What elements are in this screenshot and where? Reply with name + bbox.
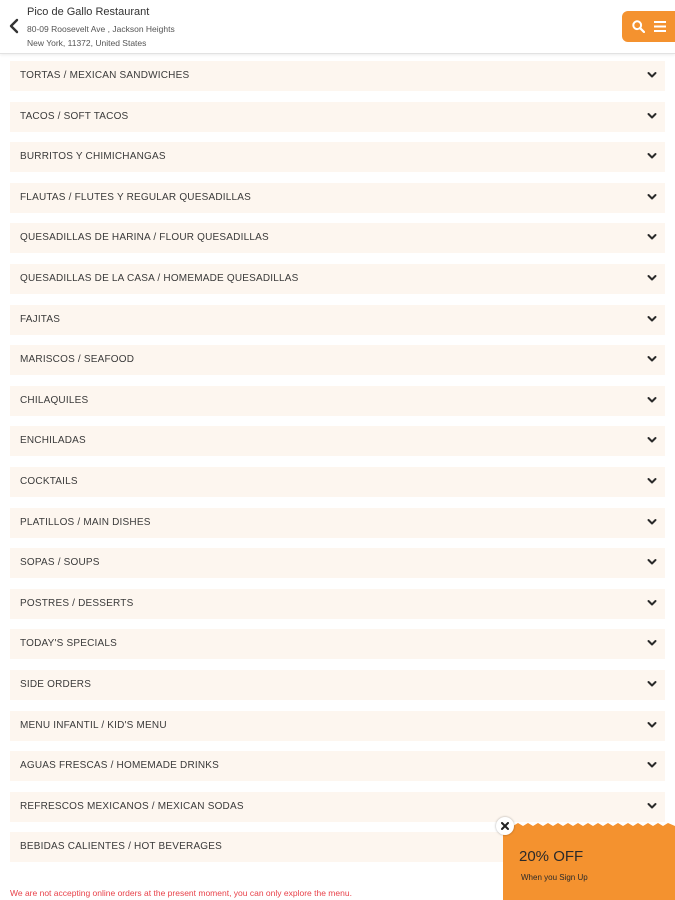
category-item[interactable] — [10, 467, 665, 497]
chevron-down-icon[interactable] — [647, 558, 657, 566]
category-label: PLATILLOS / MAIN DISHES — [20, 516, 151, 528]
chevron-down-icon[interactable] — [647, 233, 657, 241]
category-label: FLAUTAS / FLUTES Y REGULAR QUESADILLAS — [20, 191, 252, 203]
category-label: MARISCOS / SEAFOOD — [20, 354, 135, 366]
category-label: MENU INFANTIL / KID'S MENU — [20, 719, 167, 731]
category-label: AGUAS FRESCAS / HOMEMADE DRINKS — [20, 760, 220, 772]
close-icon — [501, 822, 509, 830]
chevron-down-icon[interactable] — [647, 639, 657, 647]
category-item[interactable] — [10, 629, 665, 659]
category-label: TACOS / SOFT TACOS — [20, 110, 129, 122]
chevron-down-icon[interactable] — [647, 761, 657, 769]
category-item[interactable] — [10, 142, 665, 172]
category-label: ENCHILADAS — [20, 435, 86, 447]
category-label: TORTAS / MEXICAN SANDWICHES — [20, 70, 190, 81]
chevron-down-icon[interactable] — [647, 193, 657, 201]
chevron-down-icon[interactable] — [647, 396, 657, 404]
category-item[interactable] — [10, 305, 665, 335]
category-item[interactable] — [10, 548, 665, 578]
category-item[interactable] — [10, 508, 665, 538]
category-label: SOPAS / SOUPS — [20, 557, 100, 569]
promo-close-button[interactable] — [496, 817, 514, 835]
chevron-down-icon[interactable] — [647, 680, 657, 688]
category-item[interactable] — [10, 386, 665, 416]
chevron-down-icon[interactable] — [647, 802, 657, 810]
back-button[interactable] — [6, 16, 22, 36]
chevron-down-icon[interactable] — [647, 112, 657, 120]
category-label: FAJITAS — [20, 313, 61, 325]
category-item[interactable] — [10, 751, 665, 781]
category-label: SIDE ORDERS — [20, 678, 92, 690]
category-item[interactable] — [10, 223, 665, 253]
category-label: REFRESCOS MEXICANOS / MEXICAN SODAS — [20, 800, 244, 812]
category-label: QUESADILLAS DE LA CASA / HOMEMADE QUESADILLAS — [20, 272, 299, 284]
restaurant-name: Pico de Gallo Restaurant — [27, 6, 150, 18]
category-item[interactable] — [10, 61, 665, 91]
category-label: BEBIDAS CALIENTES / HOT BEVERAGES — [20, 841, 223, 853]
category-label: COCKTAILS — [20, 475, 78, 487]
category-list — [10, 61, 665, 873]
category-label: BURRITOS Y CHIMICHANGAS — [20, 151, 166, 163]
chevron-down-icon[interactable] — [647, 599, 657, 607]
search-icon[interactable] — [632, 20, 645, 33]
category-item[interactable] — [10, 345, 665, 375]
chevron-down-icon[interactable] — [647, 436, 657, 444]
category-item[interactable] — [10, 711, 665, 741]
chevron-down-icon[interactable] — [647, 518, 657, 526]
chevron-down-icon[interactable] — [647, 355, 657, 363]
chevron-down-icon[interactable] — [647, 274, 657, 282]
app-header — [0, 0, 675, 54]
promo-title: 20% OFF — [519, 848, 584, 865]
restaurant-address-line1: 80-09 Roosevelt Ave , Jackson Heights — [27, 24, 175, 34]
chevron-down-icon[interactable] — [647, 477, 657, 485]
chevron-down-icon[interactable] — [647, 721, 657, 729]
category-label: TODAY'S SPECIALS — [20, 638, 117, 650]
category-label: CHILAQUILES — [20, 394, 89, 406]
category-item[interactable] — [10, 426, 665, 456]
category-item[interactable] — [10, 183, 665, 213]
chevron-left-icon — [6, 16, 22, 36]
category-item[interactable] — [10, 264, 665, 294]
category-item[interactable] — [10, 792, 665, 822]
category-label: QUESADILLAS DE HARINA / FLOUR QUESADILLAS — [20, 232, 269, 244]
signup-promo-banner[interactable] — [503, 823, 675, 900]
category-item[interactable] — [10, 102, 665, 132]
restaurant-address-line2: New York, 11372, United States — [27, 38, 147, 48]
category-item[interactable] — [10, 670, 665, 700]
promo-subtitle: When you Sign Up — [521, 873, 588, 882]
chevron-down-icon[interactable] — [647, 315, 657, 323]
chevron-down-icon[interactable] — [647, 152, 657, 160]
header-action-button[interactable] — [622, 11, 675, 42]
category-label: POSTRES / DESSERTS — [20, 597, 134, 609]
chevron-down-icon[interactable] — [647, 71, 657, 79]
hamburger-menu-icon[interactable] — [654, 20, 666, 33]
category-item[interactable] — [10, 589, 665, 619]
ordering-notice: We are not accepting online orders at the present moment, you can only explore the menu. — [10, 888, 352, 898]
